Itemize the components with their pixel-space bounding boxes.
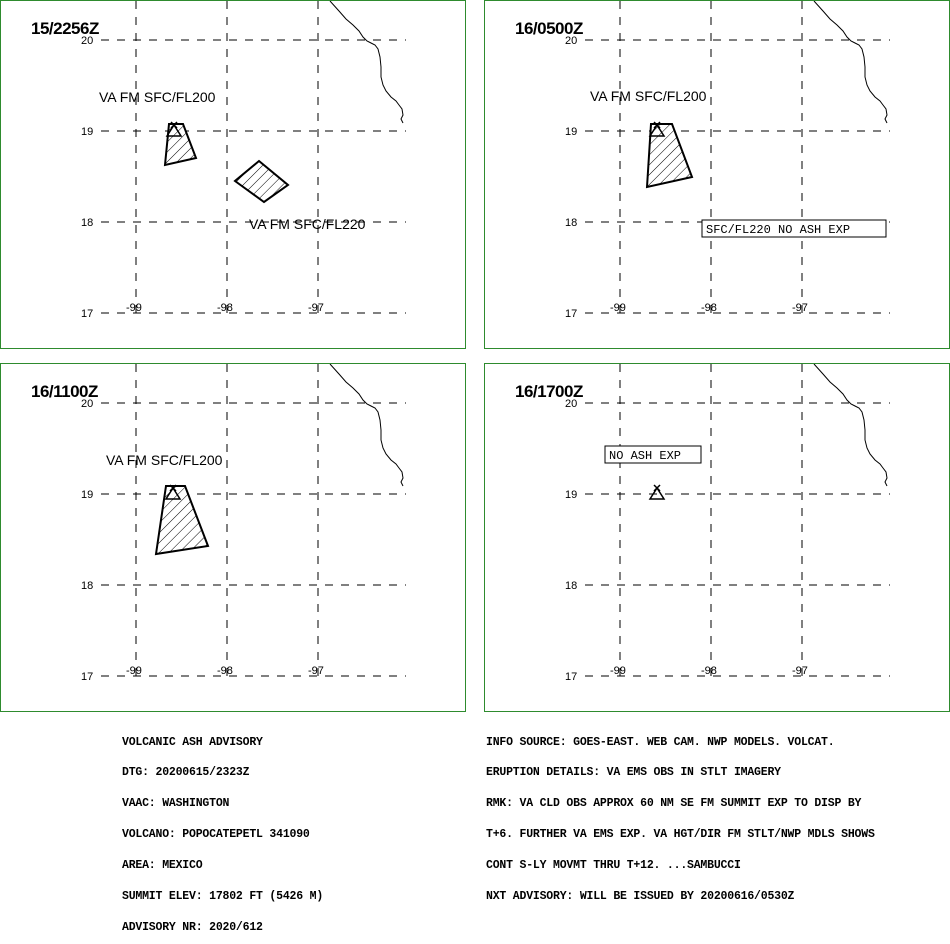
advisory-line: ADVISORY NR: 2020/612 [122,920,263,934]
no-ash-note: SFC/FL220 NO ASH EXP [706,223,851,237]
ash-label: VA FM SFC/FL200 [99,89,216,105]
lat-tick: 20 [565,398,578,410]
lon-tick: -97 [792,665,808,677]
lat-tick: 17 [565,308,578,320]
lat-tick: 17 [81,671,94,683]
lon-grid [620,1,802,313]
advisory-line: INFO SOURCE: GOES-EAST. WEB CAM. NWP MODELS. VOLCAT. [486,735,835,749]
lat-tick: 17 [81,308,94,320]
ash-label: VA FM SFC/FL220 [249,216,366,232]
lat-grid [585,403,890,676]
map-canvas [485,364,950,713]
lat-tick: 19 [565,489,578,501]
lat-grid [585,40,890,313]
lon-tick: -99 [610,665,626,677]
lat-grid [101,403,406,676]
lat-tick: 18 [81,580,94,592]
lon-tick: -99 [126,302,142,314]
ash-polygon [647,124,692,187]
advisory-line: SUMMIT ELEV: 17802 FT (5426 M) [122,890,324,904]
advisory-line: ERUPTION DETAILS: VA EMS OBS IN STLT IMAGERY [486,766,781,780]
panel-time: 16/1700Z [515,382,583,401]
map-panel-2 [484,0,950,349]
map-panel-1 [0,0,466,349]
lon-grid [620,364,802,676]
lon-tick: -98 [217,665,233,677]
ash-label: VA FM SFC/FL200 [590,88,707,104]
advisory-line: VOLCANIC ASH ADVISORY [122,735,263,749]
lat-tick: 17 [565,671,578,683]
map-canvas [1,364,467,713]
advisory-line: DTG: 20200615/2323Z [122,766,250,780]
lat-tick: 20 [81,398,94,410]
lon-tick: -99 [610,302,626,314]
lat-tick: 20 [565,35,578,47]
lat-tick: 18 [565,217,578,229]
ash-polygon [165,124,196,165]
map-canvas [485,1,950,350]
map-canvas [1,1,467,350]
ash-polygon [235,161,288,202]
ash-polygon [156,486,208,554]
lat-tick: 19 [81,126,94,138]
panel-time: 16/0500Z [515,19,583,38]
coastline [814,364,887,486]
lat-tick: 19 [81,489,94,501]
advisory-line: VAAC: WASHINGTON [122,797,230,811]
lat-tick: 18 [81,217,94,229]
advisory-line: AREA: MEXICO [122,859,203,873]
advisory-line: NXT ADVISORY: WILL BE ISSUED BY 20200616/0530Z [486,890,795,904]
lon-tick: -97 [792,302,808,314]
coastline [814,1,887,123]
lon-tick: -98 [701,302,717,314]
map-panel-4 [484,363,950,712]
lon-tick: -97 [308,302,324,314]
lat-tick: 19 [565,126,578,138]
coastline [330,1,403,123]
lon-tick: -99 [126,665,142,677]
panel-time: 16/1100Z [31,382,98,401]
lat-tick: 18 [565,580,578,592]
coastline [330,364,403,486]
advisory-line: T+6. FURTHER VA EMS EXP. VA HGT/DIR FM STLT/NWP MDLS SHOWS [486,828,875,842]
lon-tick: -98 [701,665,717,677]
panel-time: 15/2256Z [31,19,99,38]
map-panel-3 [0,363,466,712]
no-ash-note: NO ASH EXP [609,449,682,463]
volcano-triangle-icon [650,485,664,499]
advisory-line: VOLCANO: POPOCATEPETL 341090 [122,828,310,842]
lat-tick: 20 [81,35,94,47]
advisory-line: CONT S-LY MOVMT THRU T+12. ...SAMBUCCI [486,859,741,873]
lon-tick: -97 [308,665,324,677]
lon-tick: -98 [217,302,233,314]
advisory-line: RMK: VA CLD OBS APPROX 60 NM SE FM SUMMIT EXP TO DISP BY [486,797,862,811]
advisory-remarks-block [486,717,875,913]
ash-label: VA FM SFC/FL200 [106,452,223,468]
advisory-header-block [122,717,323,944]
lon-grid [136,1,318,313]
